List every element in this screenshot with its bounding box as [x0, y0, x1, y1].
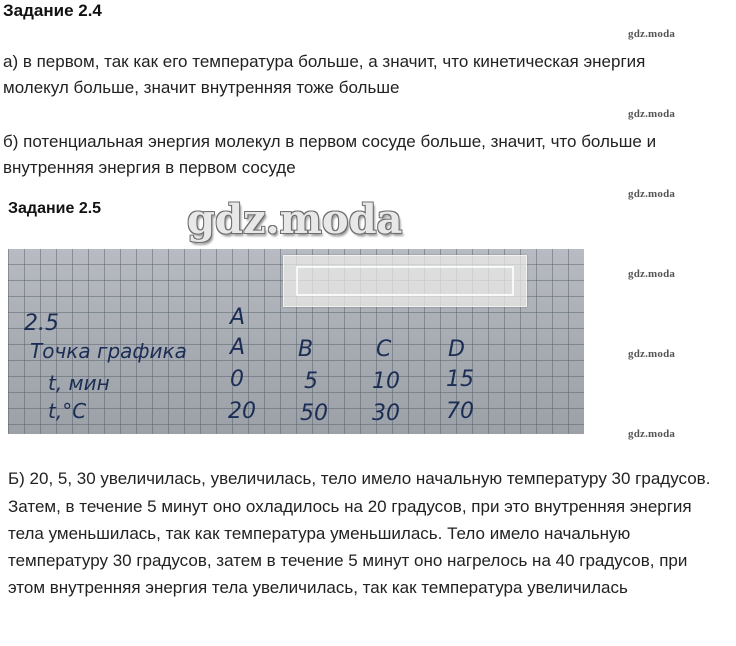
- photo-point-b: B: [298, 337, 314, 362]
- photo-temp-d: 70: [446, 399, 474, 424]
- handwritten-photo: [8, 249, 584, 434]
- photo-temp-c: 30: [372, 401, 400, 426]
- photo-time-c: 10: [372, 369, 400, 394]
- photo-point-d: D: [448, 337, 465, 362]
- photo-time-b: 5: [304, 369, 318, 394]
- watermark: gdz.moda: [628, 348, 676, 360]
- watermark: gdz.moda: [628, 188, 676, 200]
- photo-time-a: 0: [230, 367, 244, 392]
- task-2-4-answer-b-line-2: внутренняя энергия в первом сосуде: [3, 158, 296, 177]
- photo-row-label-temp: t,°C: [48, 399, 87, 423]
- task-2-4-answer-a-line-2: молекул больше, значит внутренняя тоже больше: [3, 78, 400, 97]
- watermark: gdz.moda: [628, 268, 676, 280]
- watermark: gdz.moda: [628, 28, 676, 40]
- task-2-4-answer-a-line-1: а) в первом, так как его температура больше, а значит, что кинетическая энергия: [3, 52, 646, 71]
- task-2-4-title: Задание 2.4: [3, 1, 102, 20]
- photo-point-c: C: [376, 337, 392, 362]
- task-2-5-answer-line-1: Б) 20, 5, 30 увеличилась, увеличилась, тело имело начальную температуру 30 градусов.: [8, 469, 711, 488]
- watermark-large: gdz.moda: [187, 196, 403, 243]
- task-2-5-answer-line-5: этом внутренняя энергия тела увеличилась, так как температура увеличилась: [8, 578, 628, 597]
- watermark: gdz.moda: [628, 428, 676, 440]
- photo-row-label-time: t, мин: [48, 371, 110, 395]
- photo-task-number: 2.5: [24, 311, 59, 336]
- photo-time-d: 15: [446, 367, 474, 392]
- photo-point-a: A: [230, 335, 246, 360]
- task-2-5-answer-line-3: тела уменьшилась, так как температура уменьшилась. Тело имело начальную: [8, 524, 631, 543]
- watermark: gdz.moda: [628, 108, 676, 120]
- task-2-5-answer-line-2: Затем, в течение 5 минут оно охладилось на 20 градусов, при это внутренняя энергия: [8, 497, 692, 516]
- photo-extra-letter: A: [230, 305, 246, 330]
- task-2-5-title: Задание 2.5: [8, 200, 102, 217]
- photo-temp-a: 20: [228, 399, 256, 424]
- task-2-4-answer-b-line-1: б) потенциальная энергия молекул в первом сосуде больше, значит, что больше и: [3, 132, 657, 151]
- photo-temp-b: 50: [300, 401, 328, 426]
- task-2-5-answer-line-4: температуру 30 градусов, затем в течение 5 минут оно нагрелось на 40 градусов, при: [8, 551, 688, 570]
- tape-strip: [283, 255, 527, 307]
- photo-row-label-point: Точка графика: [30, 339, 187, 363]
